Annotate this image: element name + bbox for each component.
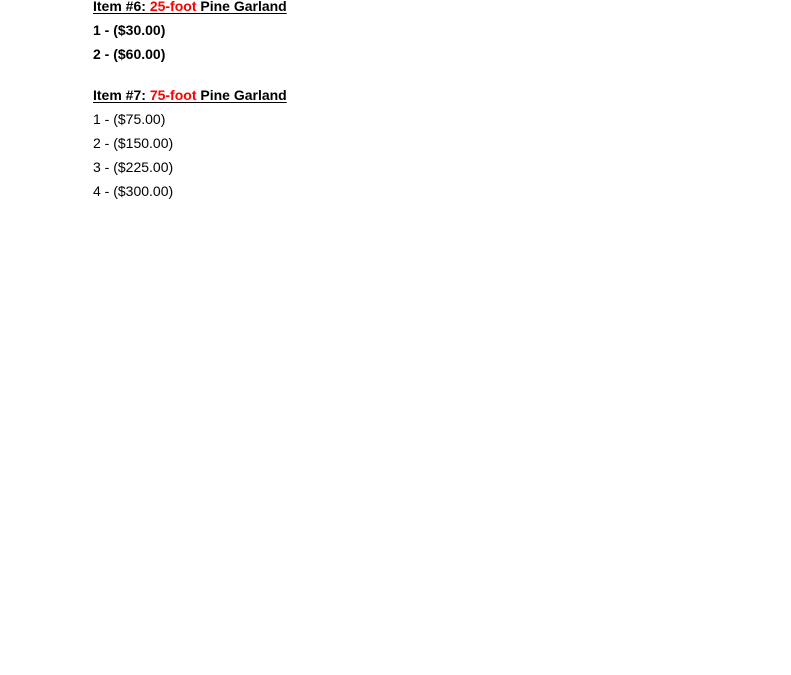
item-7-option-3: 3 - ($225.00) — [93, 159, 174, 175]
item-7-name: Pine Garland — [200, 87, 287, 103]
item-7-number: Item #7: — [93, 87, 150, 103]
item-7 — [93, 85, 693, 199]
item-7-option-2: 2 - ($150.00) — [93, 135, 174, 151]
item-6-name: Pine Garland — [200, 0, 287, 14]
item-6-number: Item #6: — [93, 0, 150, 14]
item-6-heading — [93, 0, 693, 16]
item-6-option-1: 1 - ($30.00) — [93, 22, 166, 38]
item-7-heading — [93, 85, 693, 105]
spacer — [93, 62, 693, 85]
item-6 — [93, 0, 693, 62]
document-page — [93, 0, 693, 199]
item-6-option-list — [93, 22, 693, 62]
item-7-option-list — [93, 111, 693, 199]
item-6-option-2: 2 - ($60.00) — [93, 46, 166, 62]
item-7-length: 75-foot — [149, 87, 201, 103]
item-7-option-1: 1 - ($75.00) — [93, 111, 166, 127]
item-6-length: 25-foot — [149, 0, 201, 14]
item-7-option-4: 4 - ($300.00) — [93, 183, 174, 199]
